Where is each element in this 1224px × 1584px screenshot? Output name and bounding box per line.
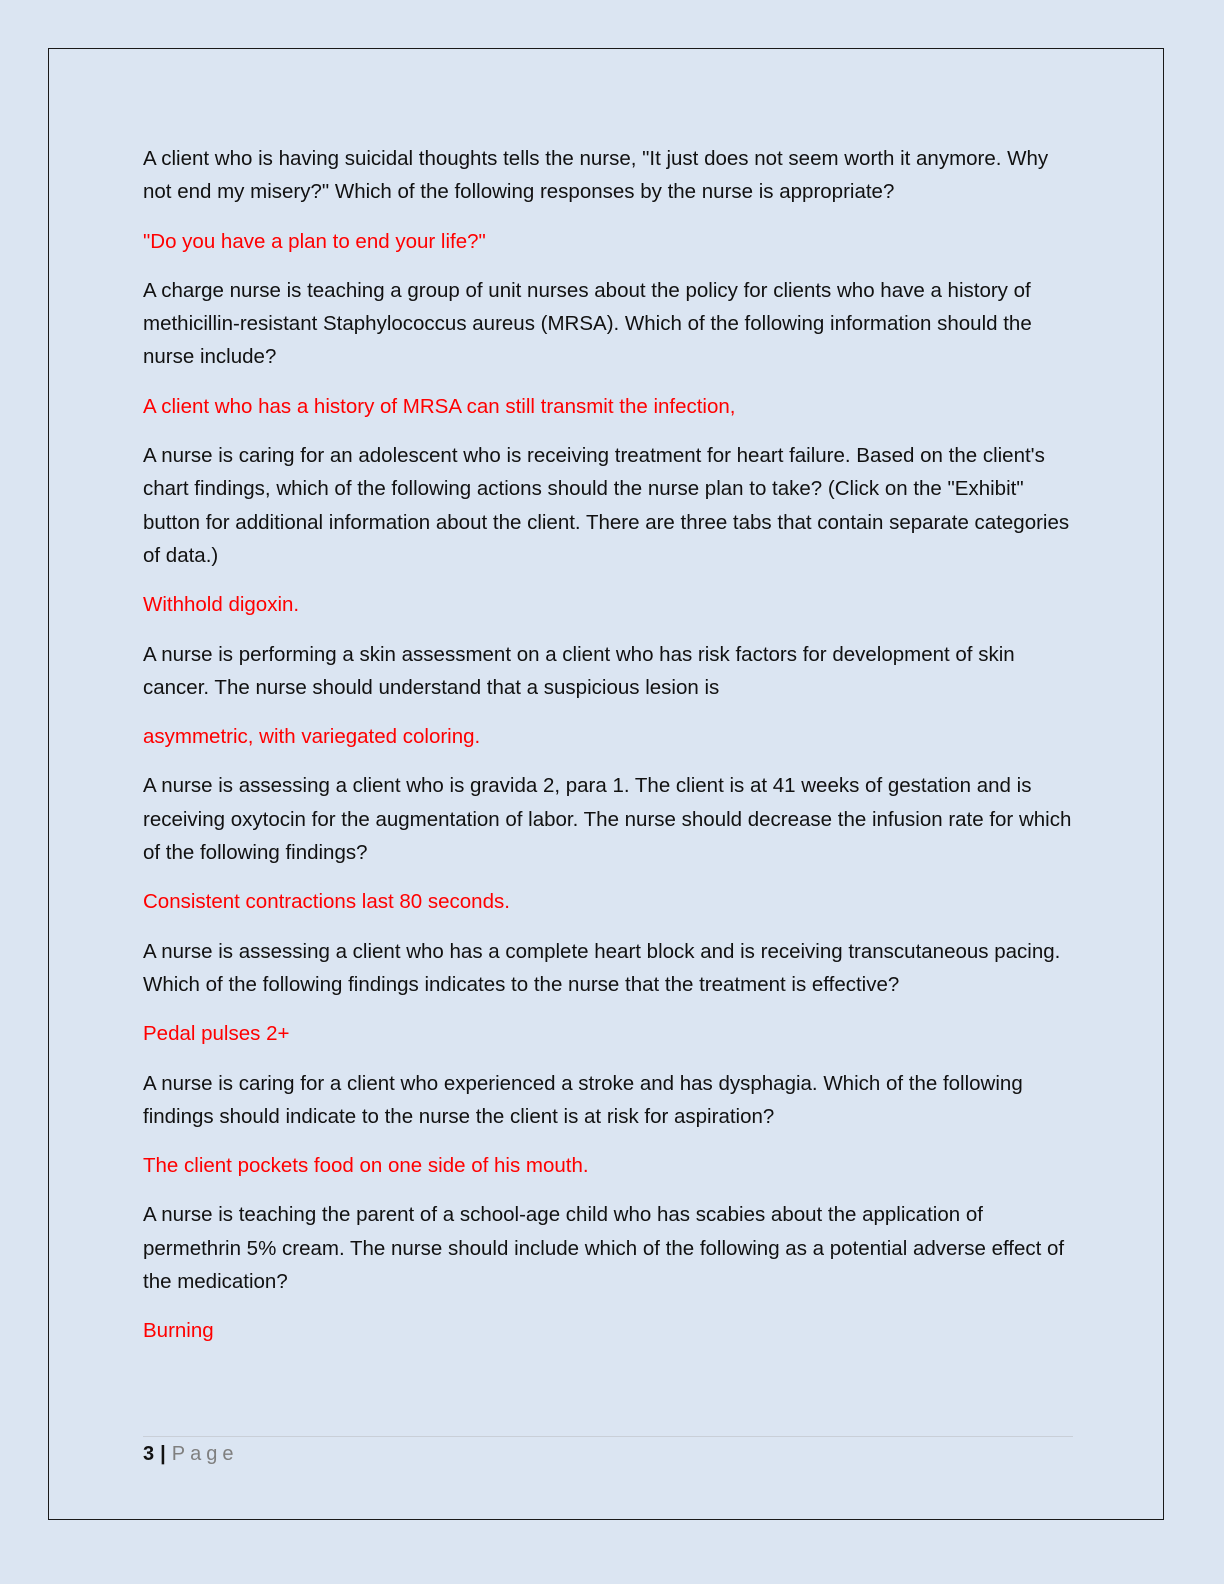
question-7: A nurse is caring for a client who experienced a stroke and has dysphagia. Which of the following findings should indicate to the nurse the client is at risk for aspiration? (143, 1071, 1023, 1128)
footer-separator: | (160, 1443, 166, 1465)
page-footer (143, 1441, 238, 1467)
question-6: A nurse is assessing a client who has a complete heart block and is receiving transcutaneous pacing. Which of the following findings indicates to the nurse that the treatment is effective? (143, 939, 1061, 996)
page-label: Page (171, 1443, 239, 1465)
answer-3: Withhold digoxin. (143, 593, 300, 617)
answer-7: The client pockets food on one side of his mouth. (143, 1154, 589, 1178)
answer-1: "Do you have a plan to end your life?" (143, 229, 486, 253)
question-5: A nurse is assessing a client who is gravida 2, para 1. The client is at 41 weeks of gestation and is receiving oxytocin for the augmentation of labor. The nurse should decrease the infusion rate for which of the following findings? (143, 774, 1072, 865)
question-2: A charge nurse is teaching a group of unit nurses about the policy for clients who have a history of methicillin-resistant Staphylococcus aureus (MRSA). Which of the following information should the nurse include? (143, 278, 1032, 369)
question-1: A client who is having suicidal thoughts tells the nurse, "It just does not seem worth it anymore. Why not end my misery?" Which of the following responses by the nurse is appropriate? (143, 147, 1049, 204)
page-number: 3 (143, 1443, 155, 1465)
answer-2: A client who has a history of MRSA can still transmit the infection, (143, 394, 736, 418)
answer-6: Pedal pulses 2+ (143, 1022, 290, 1046)
answer-4: asymmetric, with variegated coloring. (143, 725, 481, 749)
question-8: A nurse is teaching the parent of a school-age child who has scabies about the application of permethrin 5% cream. The nurse should include which of the following as a potential adverse effect of the medication? (143, 1203, 1065, 1294)
document-body (143, 142, 1078, 1364)
question-4: A nurse is performing a skin assessment on a client who has risk factors for development of skin cancer. The nurse should understand that a suspicious lesion is (143, 642, 1015, 699)
question-3: A nurse is caring for an adolescent who is receiving treatment for heart failure. Based on the client's chart findings, which of the following actions should the nurse plan to take? (Click on the "Exhibit" button for additional information about the client. There are three tabs that contain separate categories of data.) (143, 444, 1070, 567)
answer-8: Burning (143, 1319, 214, 1343)
answer-5: Consistent contractions last 80 seconds. (143, 890, 510, 914)
footer-divider (143, 1436, 1073, 1437)
